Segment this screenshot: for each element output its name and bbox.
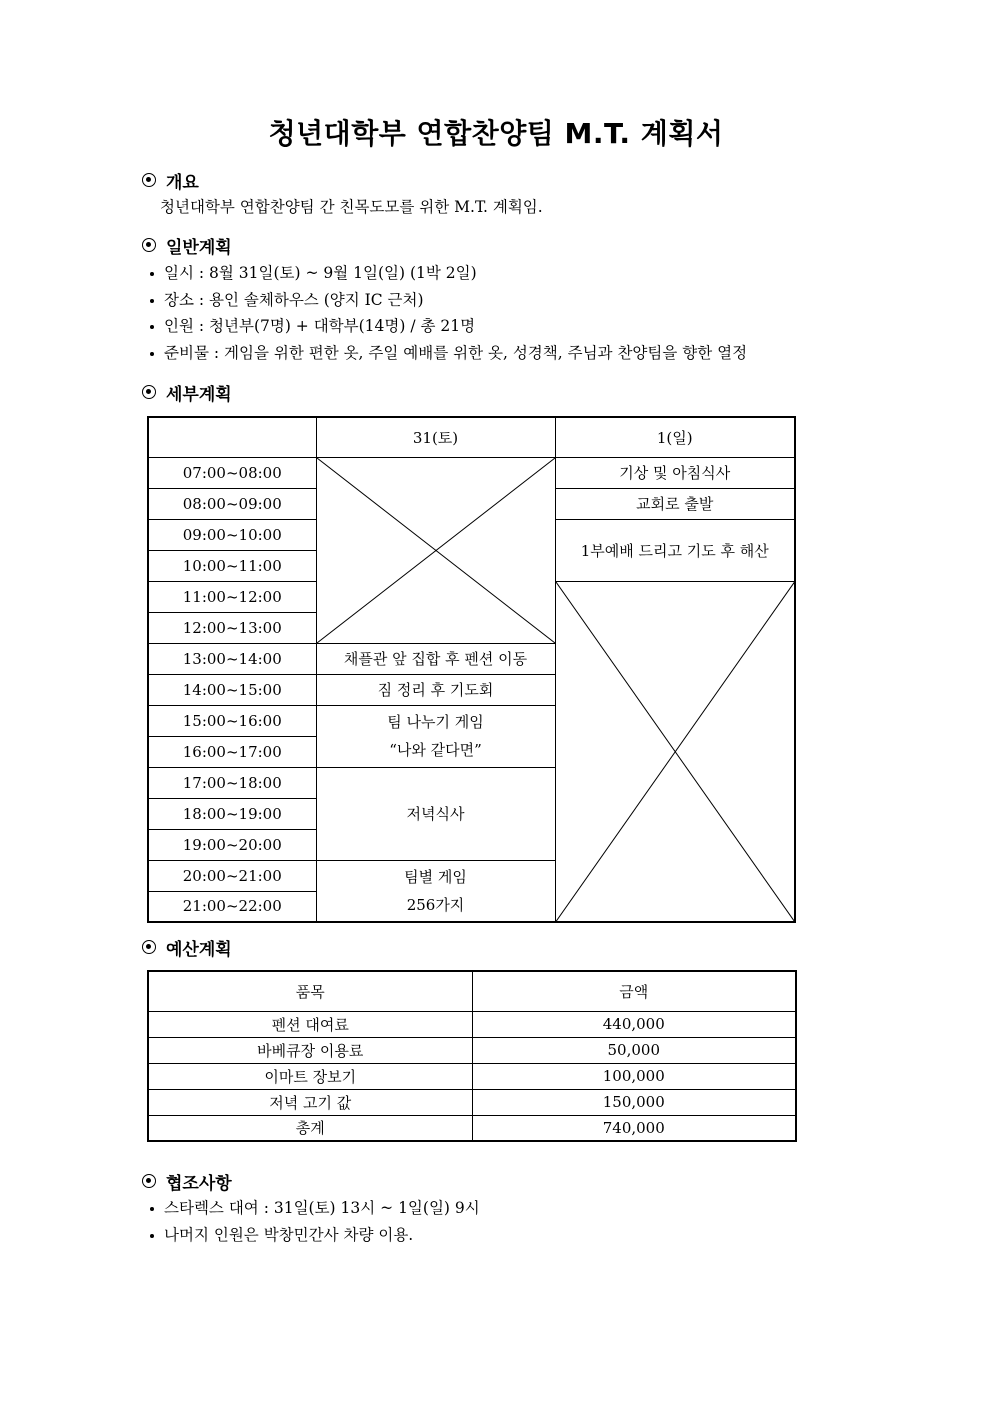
time-cell: 11:00~12:00 bbox=[148, 581, 316, 612]
time-cell: 14:00~15:00 bbox=[148, 674, 316, 705]
bullet-dot-icon bbox=[150, 325, 154, 329]
time-cell: 20:00~21:00 bbox=[148, 860, 316, 891]
general-item-place bbox=[150, 288, 424, 312]
sun-depart-cell: 교회로 출발 bbox=[555, 488, 795, 519]
bullet-circle-icon bbox=[142, 173, 156, 187]
budget-item-cell: 펜션 대여료 bbox=[148, 1011, 472, 1037]
budget-amount-cell: 440,000 bbox=[472, 1011, 796, 1037]
bullet-dot-icon bbox=[150, 1207, 154, 1211]
table-row bbox=[148, 1063, 796, 1089]
time-cell: 17:00~18:00 bbox=[148, 767, 316, 798]
table-row bbox=[148, 1115, 796, 1141]
time-cell: 21:00~22:00 bbox=[148, 891, 316, 922]
schedule-header-blank bbox=[148, 417, 316, 457]
budget-amount-cell: 100,000 bbox=[472, 1063, 796, 1089]
game-line-2: 256가지 bbox=[406, 895, 465, 914]
table-row bbox=[148, 1037, 796, 1063]
budget-header-row bbox=[148, 971, 796, 1011]
cross-out-icon bbox=[317, 458, 555, 643]
time-cell: 12:00~13:00 bbox=[148, 612, 316, 643]
sat-gather-cell: 채플관 앞 집합 후 펜션 이동 bbox=[316, 643, 555, 674]
sun-worship-cell: 1부예배 드리고 기도 후 해산 bbox=[555, 519, 795, 581]
schedule-table bbox=[147, 416, 796, 923]
section-coop-heading bbox=[142, 1169, 232, 1193]
bullet-circle-icon bbox=[142, 385, 156, 399]
sat-unpack-cell: 짐 정리 후 기도회 bbox=[316, 674, 555, 705]
bullet-dot-icon bbox=[150, 272, 154, 276]
page-title: 청년대학부 연합찬양팀 M.T. 계획서 bbox=[268, 117, 724, 150]
budget-total-label: 총계 bbox=[148, 1115, 472, 1141]
section-coop-label: 협조사항 bbox=[166, 1173, 232, 1194]
sun-empty-cell bbox=[555, 581, 795, 922]
sat-dinner-cell: 저녁식사 bbox=[316, 767, 555, 860]
time-cell: 07:00~08:00 bbox=[148, 457, 316, 488]
bullet-dot-icon bbox=[150, 299, 154, 303]
sat-team-game-cell bbox=[316, 705, 555, 767]
schedule-header-sat: 31(토) bbox=[316, 417, 555, 457]
budget-item-cell: 저녁 고기 값 bbox=[148, 1089, 472, 1115]
table-row bbox=[148, 1011, 796, 1037]
general-item-date bbox=[150, 261, 477, 285]
section-general-heading bbox=[142, 233, 232, 257]
schedule-header-row bbox=[148, 417, 795, 457]
team-game-line-1: 팀 나누기 게임 bbox=[387, 713, 484, 731]
coop-item-text: 스타렉스 대여 : 31일(토) 13시 ~ 1일(일) 9시 bbox=[164, 1199, 480, 1217]
budget-table bbox=[147, 970, 797, 1142]
table-row bbox=[148, 1089, 796, 1115]
time-cell: 13:00~14:00 bbox=[148, 643, 316, 674]
time-cell: 18:00~19:00 bbox=[148, 798, 316, 829]
bullet-circle-icon bbox=[142, 1174, 156, 1188]
general-item-people bbox=[150, 314, 475, 338]
section-detail-label: 세부계획 bbox=[166, 384, 232, 405]
section-overview-heading bbox=[142, 168, 199, 192]
bullet-dot-icon bbox=[150, 352, 154, 356]
time-cell: 15:00~16:00 bbox=[148, 705, 316, 736]
sat-empty-cell bbox=[316, 457, 555, 643]
coop-item-van bbox=[150, 1196, 480, 1220]
budget-item-cell: 이마트 장보기 bbox=[148, 1063, 472, 1089]
bullet-circle-icon bbox=[142, 238, 156, 252]
coop-item-car bbox=[150, 1223, 413, 1247]
budget-header-item: 품목 bbox=[148, 971, 472, 1011]
sat-game-cell bbox=[316, 860, 555, 922]
overview-text: 청년대학부 연합찬양팀 간 친목도모를 위한 M.T. 계획임. bbox=[160, 198, 543, 216]
cross-out-icon bbox=[556, 582, 795, 922]
time-cell: 08:00~09:00 bbox=[148, 488, 316, 519]
budget-amount-cell: 150,000 bbox=[472, 1089, 796, 1115]
schedule-header-sun: 1(일) bbox=[555, 417, 795, 457]
time-cell: 09:00~10:00 bbox=[148, 519, 316, 550]
section-budget-label: 예산계획 bbox=[166, 939, 232, 960]
general-item-text: 장소 : 용인 솔체하우스 (양지 IC 근처) bbox=[164, 291, 424, 309]
time-cell: 16:00~17:00 bbox=[148, 736, 316, 767]
general-item-text: 인원 : 청년부(7명) + 대학부(14명) / 총 21명 bbox=[164, 317, 476, 335]
general-item-supplies bbox=[150, 341, 747, 365]
general-item-text: 준비물 : 게임을 위한 편한 옷, 주일 예배를 위한 옷, 성경책, 주님과 찬양팀을 향한 열정 bbox=[164, 344, 748, 362]
sun-wake-cell: 기상 및 아침식사 bbox=[555, 457, 795, 488]
budget-total-amount: 740,000 bbox=[472, 1115, 796, 1141]
section-overview-label: 개요 bbox=[166, 172, 199, 193]
game-line-1: 팀별 게임 bbox=[404, 867, 467, 886]
coop-item-text: 나머지 인원은 박창민간사 차량 이용. bbox=[164, 1226, 414, 1244]
bullet-dot-icon bbox=[150, 1234, 154, 1238]
team-game-line-2: “나와 같다면” bbox=[389, 741, 482, 759]
time-cell: 19:00~20:00 bbox=[148, 829, 316, 860]
budget-header-amount: 금액 bbox=[472, 971, 796, 1011]
section-general-label: 일반계획 bbox=[166, 237, 232, 258]
section-detail-heading bbox=[142, 380, 232, 404]
section-budget-heading bbox=[142, 935, 232, 959]
time-cell: 10:00~11:00 bbox=[148, 550, 316, 581]
budget-item-cell: 바베큐장 이용료 bbox=[148, 1037, 472, 1063]
budget-amount-cell: 50,000 bbox=[472, 1037, 796, 1063]
bullet-circle-icon bbox=[142, 940, 156, 954]
general-item-text: 일시 : 8월 31일(토) ~ 9월 1일(일) (1박 2일) bbox=[164, 264, 477, 282]
